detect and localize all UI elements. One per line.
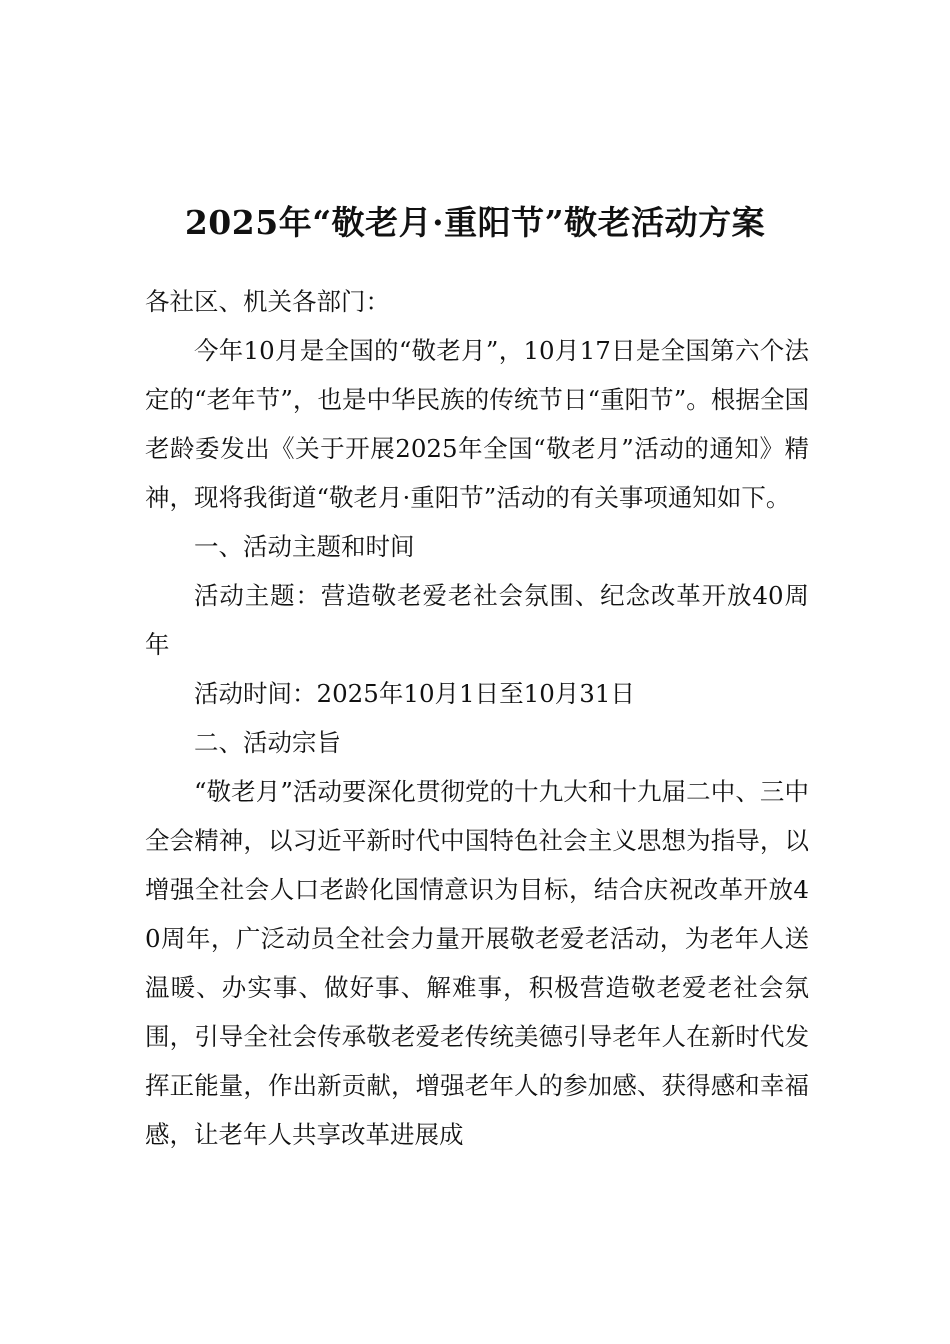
paragraph-intro: 今年10月是全国的“敬老月”，10月17日是全国第六个法定的“老年节”，也是中华民族的传统节日“重阳节”。根据全国老龄委发出《关于开展2025年全国“敬老月”活动的通知》精神，现将我街道“敬老月·重阳节”活动的有关事项通知如下。	[145, 336, 809, 512]
section-heading-purpose: 二、活动宗旨	[194, 728, 341, 757]
paragraph-purpose: “敬老月”活动要深化贯彻党的十九大和十九届二中、三中全会精神，以习近平新时代中国特色社会主义思想为指导，以增强全社会人口老龄化国情意识为目标，结合庆祝改革开放40周年，广泛动员全社会力量开展敬老爱老活动，为老年人送温暖、办实事、做好事、解难事，积极营造敬老爱老社会氛围，引导全社会传承敬老爱老传统美德引导老年人在新时代发挥正能量，作出新贡献，增强老年人的参加感、获得感和幸福感，让老年人共享改革进展成	[145, 777, 809, 1149]
document-title: 2025年“敬老月·重阳节”敬老活动方案	[184, 203, 766, 243]
paragraph-time: 活动时间：2025年10月1日至10月31日	[194, 679, 635, 708]
salutation: 各社区、机关各部门：	[145, 287, 390, 316]
document-body	[145, 277, 809, 1159]
paragraph-theme: 活动主题：营造敬老爱老社会氛围、纪念改革开放40周年	[145, 581, 809, 659]
section-heading-theme-time: 一、活动主题和时间	[194, 532, 415, 561]
